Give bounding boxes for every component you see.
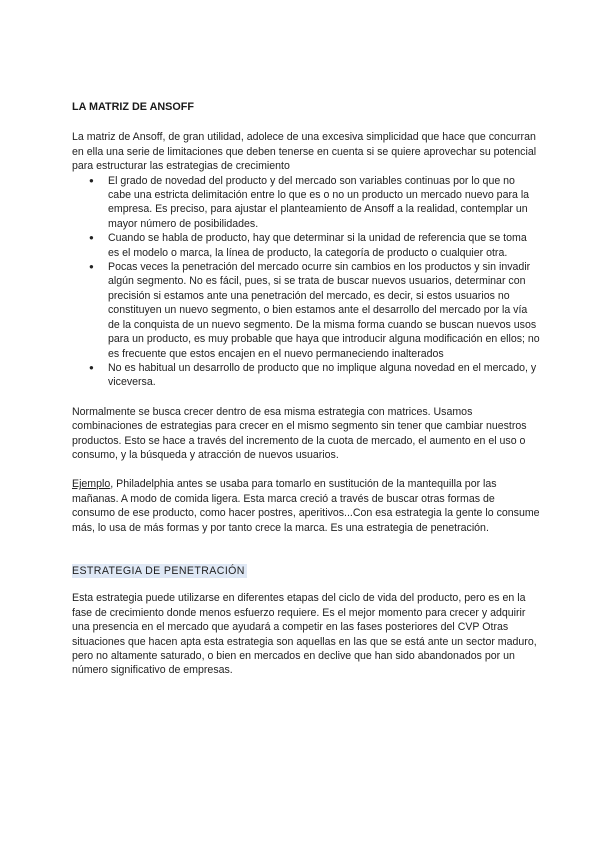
strategy-paragraph: Normalmente se busca crecer dentro de esa misma estrategia con matrices. Usamos combinaciones de estrategias para crecer en el mismo segmento sin tener que cambiar nuestros productos. Esto se hace a través del incremento de la cuota de mercado, el aumento en el uso o consumo, y la búsqueda y atracción de nuevos usuarios. <box>72 405 527 461</box>
example-label: Ejemplo <box>72 478 111 491</box>
intro-paragraph: La matriz de Ansoff, de gran utilidad, adolece de una excesiva simplicidad que hace que concurran en ella una serie de limitaciones que deben tenerse en cuenta si se quiere aprovechar su potencial para estructurar las estrategias de crecimiento <box>72 131 537 173</box>
list-item: ● Cuando se habla de producto, hay que determinar si la unidad de referencia que se toma es el modelo o marca, la línea de producto, la categoría de producto o cualquier otra. <box>108 231 540 260</box>
example-paragraph <box>72 477 540 535</box>
limitations-list <box>72 174 540 390</box>
list-item: ● No es habitual un desarrollo de producto que no implique alguna novedad en el mercado, y viceversa. <box>108 361 540 390</box>
list-item: ● Pocas veces la penetración del mercado ocurre sin cambios en los productos y sin invadir algún segmento. No es fácil, pues, si se trata de buscar nuevos usuarios, determinar con precisión si estamos ante una penetración del mercado, es decir, si estos usuarios no constituyen un nuevo segmento, o bien estamos ante el desarrollo del mercado por la vía de la conquista de un nuevo segmento. De la misma forma cuando se buscan nuevos usos para un producto, es muy probable que haya que introducir alguna modificación en ellos; no es frecuente que estos encajen en el nuevo permaneciendo inalterados <box>108 260 540 361</box>
penetration-paragraph: Esta estrategia puede utilizarse en diferentes etapas del ciclo de vida del producto, pero es en la fase de crecimiento donde menos esfuerzo requiere. Es el mejor momento para crecer y adquirir una presencia en el mercado que ayudará a competir en las fases posteriores del CVP Otras situaciones que hacen apta esta estrategia son aquellas en las que se está ante un sector maduro, pero no altamente saturado, o bien en mercados en declive que han sido abandonados por un número significativo de empresas. <box>72 592 537 677</box>
list-item: ● El grado de novedad del producto y del mercado son variables continuas por lo que no cabe una estricta delimitación entre lo que es o no un producto un mercado nuevo para la empresa. Es preciso, para ajustar el planteamiento de Ansoff a la realidad, contemplar un mayor número de posibilidades. <box>108 174 540 232</box>
document-title: LA MATRIZ DE ANSOFF <box>72 101 194 113</box>
section-heading: ESTRATEGIA DE PENETRACIÓN <box>72 564 245 577</box>
example-text: , Philadelphia antes se usaba para tomarlo en sustitución de la mantequilla por las mañanas. A modo de comida ligera. Esta marca creció a través de buscar otras formas de consumo de ese producto, como hacer postres, aperitivos...Con esa estrategia la gente lo consume más, lo usa de más formas y por tanto crece la marca. Es una estrategia de penetración. <box>72 478 540 534</box>
